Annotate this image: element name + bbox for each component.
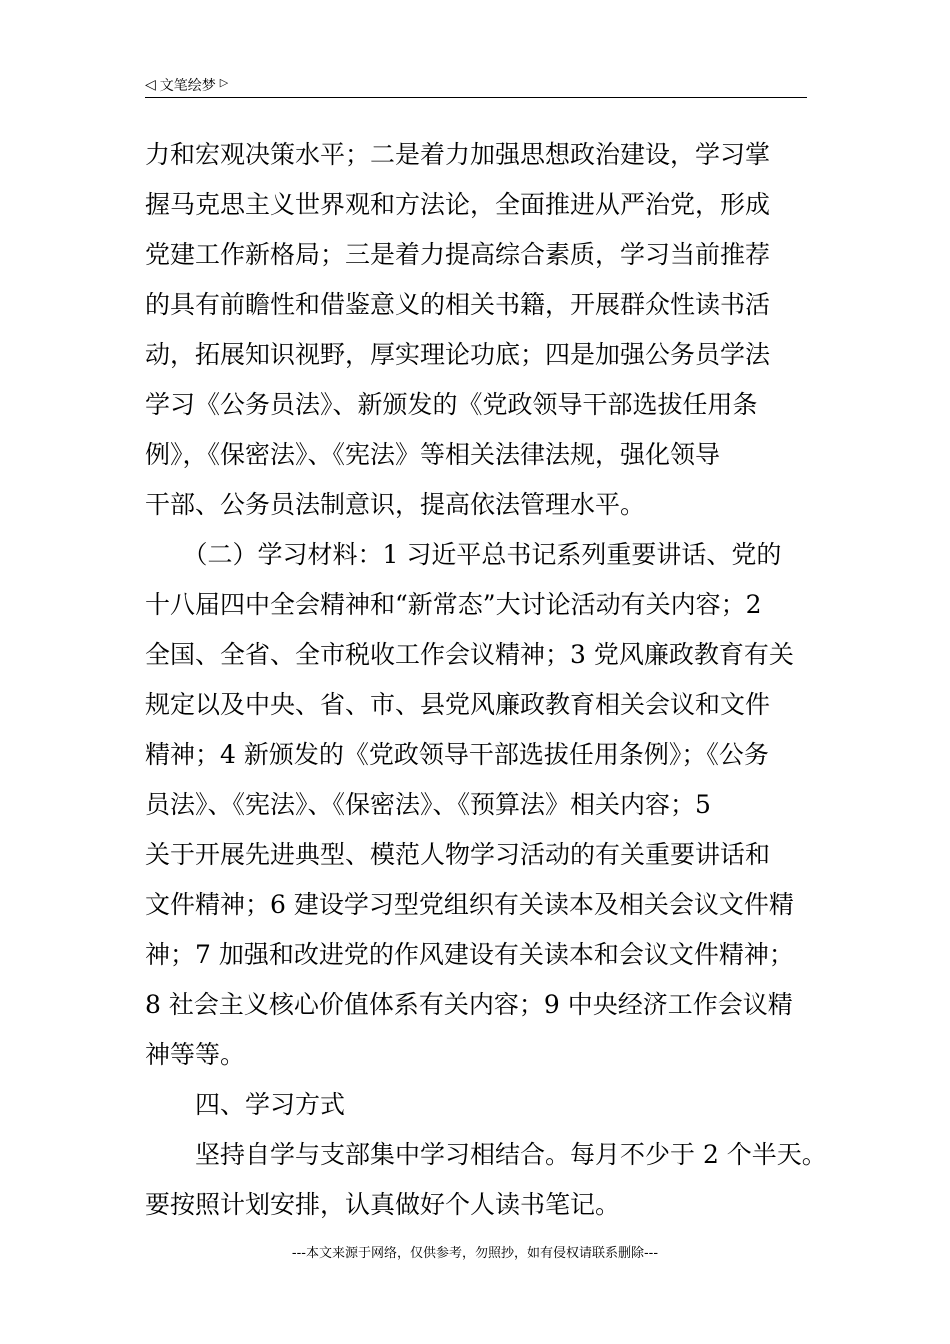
text-line: 的具有前瞻性和借鉴意义的相关书籍，开展群众性读书活: [145, 290, 771, 319]
text-line: 要按照计划安排，认真做好个人读书笔记。: [145, 1190, 621, 1219]
text-line: （二）学习材料：1 习近平总书记系列重要讲话、党的: [145, 540, 782, 569]
text-line: 精神；4 新颁发的《党政领导干部选拔任用条例》；《公务: [145, 740, 769, 769]
text-line: 握马克思主义世界观和方法论，全面推进从严治党，形成: [145, 190, 771, 219]
page-footer: ---本文来源于网络，仅供参考，勿照抄，如有侵权请联系删除---: [291, 1246, 659, 1261]
document-body: [145, 130, 825, 1230]
text-line: 坚持自学与支部集中学习相结合。每月不少于 2 个半天。: [145, 1140, 827, 1169]
text-line: 学习《公务员法》、新颁发的《党政领导干部选拔任用条: [145, 390, 758, 419]
text-line: 员法》、《宪法》、《保密法》、《预算法》相关内容；5: [145, 790, 711, 819]
header-title: 文笔绘梦: [159, 78, 216, 94]
text-line: 例》，《保密法》、《宪法》等相关法律法规，强化领导: [145, 440, 721, 469]
text-line: 党建工作新格局；三是着力提高综合素质，学习当前推荐: [145, 240, 771, 269]
text-line: 神等等。: [145, 1040, 246, 1069]
page-header: [145, 72, 807, 98]
text-line: 干部、公务员法制意识，提高依法管理水平。: [145, 490, 646, 519]
header-divider: [145, 97, 807, 98]
text-line: 关于开展先进典型、模范人物学习活动的有关重要讲话和: [145, 840, 771, 869]
text-line: 规定以及中央、省、市、县党风廉政教育相关会议和文件: [145, 690, 771, 719]
text-line: 神；7 加强和改进党的作风建设有关读本和会议文件精神；: [145, 940, 794, 969]
text-line: 十八届四中全会精神和“新常态”大讨论活动有关内容；2: [145, 590, 762, 619]
text-line: 全国、全省、全市税收工作会议精神；3 党风廉政教育有关: [145, 640, 794, 669]
left-triangle-icon: ◁: [145, 77, 156, 93]
section-heading: 四、学习方式: [145, 1090, 346, 1119]
text-line: 动，拓展知识视野，厚实理论功底；四是加强公务员学法: [145, 340, 771, 369]
text-line: 8 社会主义核心价值体系有关内容；9 中央经济工作会议精: [145, 990, 793, 1019]
text-line: 力和宏观决策水平；二是着力加强思想政治建设，学习掌: [145, 140, 771, 169]
right-triangle-icon: ▷: [219, 75, 229, 89]
text-line: 文件精神；6 建设学习型党组织有关读本及相关会议文件精: [145, 890, 794, 919]
